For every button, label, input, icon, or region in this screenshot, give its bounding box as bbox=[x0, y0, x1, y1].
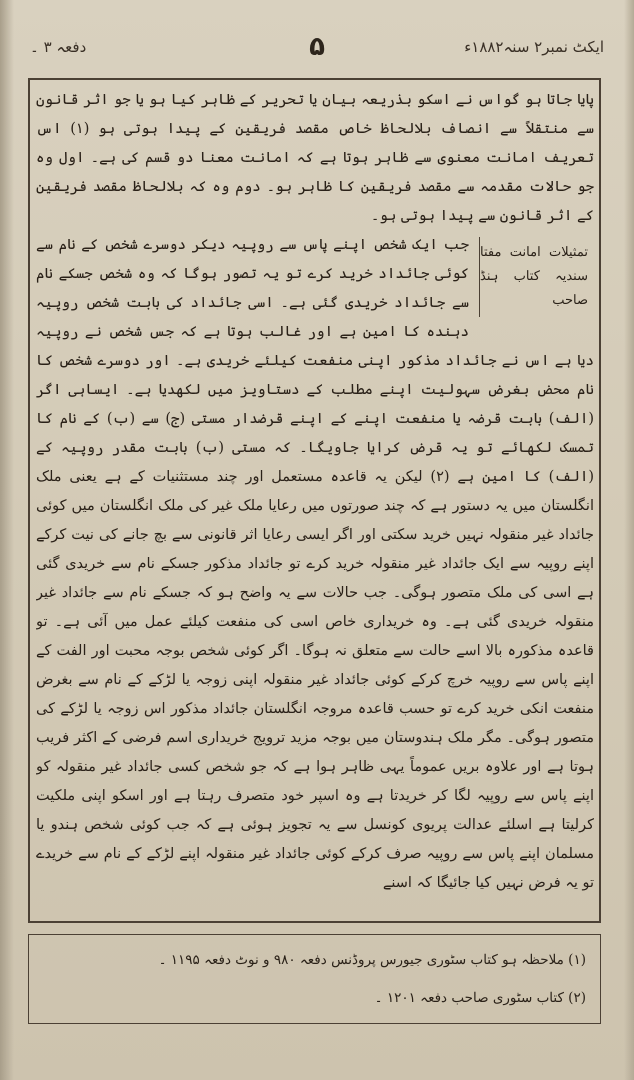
page-shadow-right bbox=[624, 0, 634, 1080]
page-header bbox=[30, 32, 604, 68]
header-act-title: ایکٹ نمبر۲ سنہ۱۸۸۲ء bbox=[464, 38, 604, 56]
page-shadow-left bbox=[0, 0, 14, 1080]
footnote-1: (۱) ملاحظہ ہو کتاب سٹوری جیورس پروڈنس دفعہ ۹۸۰ و نوٹ دفعہ ۱۱۹۵ ۔ bbox=[158, 952, 586, 968]
paragraph-illustrations: جب ایک شخص اپنے پاس سے روپیہ دیکر دوسرے شخص کے نام سے کوئی جائداد خرید کرے تو یہ تصور ہوگا کہ وہ شخص جسکے نام سے جائداد خریدی گئی ہے۔ اسی جائداد کی بابت شخص روپیہ دہندہ کا امین ہے اور غالب ہوتا ہے کہ جس شخص نے روپیہ دیا ہے اس نے جائداد مذکور اپنی منفعت کیلئے خریدی ہے۔ اور دوسرے شخص کا نام محض بغرض سہولیت اپنے مطلب کے دستاویز میں لکھدیا ہے۔ ایساہی اگر (الف) بابت قرضہ یا منفعت اپنے کے اپنے قرضدار مستی (ج) سے (ب) کے نام کا تمسک لکھائے تو یہ قرض کرایا جاویگا۔ کہ مستی (ب) بابت مقدر روپیہ کے (الف) کا امین ہے (۲) لیکن یہ قاعدہ مستعمل اور چند مستثنیات کے ہے یعنی ملک انگلستان میں یہ دستور ہے کہ چند صورتوں میں رعایا ملک غیر کی ملک انگلستان میں کوئی جائداد غیر منقولہ نہیں خرید سکتی اور اگر ایسی رعایا اثر قانونی سے بچ جانے کی نیت کرکے اپنے روپیہ سے ایک جائداد غیر منقولہ خرید کرے تو جائداد مذکور جسکے نام سے خریدی گئی ہے اسی کی ملک متصور ہوگی۔ جب حالات سے یہ واضح ہو کہ جسکے نام سے جائداد غیر منقولہ خریدی گئی ہے۔ وہ خریداری خاص اسی کی منفعت کیلئے عمل میں آئی ہے۔ تو قاعدہ مذکورہ بالا اسے حالت سے متعلق نہ ہوگا۔ اگر کوئی شخص بوجہ محبت اور الفت کے اپنے پاس سے روپیہ خرچ کرکے کوئی جائداد غیر منقولہ اپنی زوجہ یا لڑکے کے نام سے بغرض منفعت انکی خرید کرے تو حسب قاعدہ مروجہ انگلستان جائداد مذکور اس زوجہ یا لڑکے کی متصور ہوگی۔ مگر ملک ہندوستان میں بوجہ مزید ترویج خریداری اسم فرضی کے اکثر فریب ہوتا ہے اور علاوہ بریں عموماً یہی ظاہر ہوا ہے کہ جو شخص کسی جائداد غیر منقولہ کو اپنے پاس سے روپیہ لگا کر خریدتا ہے وہ اسپر خود متصرف رہتا ہے اور اسکو اپنی ملکیت کرلیتا ہے اسلئے عدالت پریوی کونسل سے یہ تجویز ہوئی ہے کہ جب کوئی شخص ہندو یا مسلمان اپنے پاس سے روپیہ صرف کرکے کوئی جائداد غیر منقولہ اپنے لڑکے کے نام سے خریدے تو یہ فرض نہیں کیا جائیگا کہ اسنے bbox=[36, 237, 594, 891]
paragraph-definition: پایا جاتا ہو گواس نے اسکو بذریعہ بیان یا تحریر کے ظاہر کیا ہو یا جو اثر قانون سے منتقلاً سے انصاف بلالحاظ خاص مقصد فریقین کے پیدا ہوتی ہو (۱) اس تعریف امانت معنوی سے ظاہر ہوتا ہے کہ امانت معنا دو قسم کی ہے۔ اول وہ جو حالات مقدمہ سے مقصد فریقین کا ظاہر ہو۔ دوم وہ کہ بلالحاظ مقصد فریقین کے اثر قانون سے پیدا ہوتی ہو۔ bbox=[36, 92, 594, 224]
header-section: دفعہ ۳ ۔ bbox=[30, 38, 87, 56]
main-text bbox=[36, 86, 594, 916]
footnote-2: (۲) کتاب سٹوری صاحب دفعہ ۱۲۰۱ ۔ bbox=[374, 990, 586, 1006]
footnotes bbox=[28, 934, 601, 1024]
margin-note: تمثیلات امانت مفتا سندیہ کتاب ہنڈ صاحب bbox=[479, 237, 594, 317]
page-number: ۵ bbox=[309, 32, 325, 62]
